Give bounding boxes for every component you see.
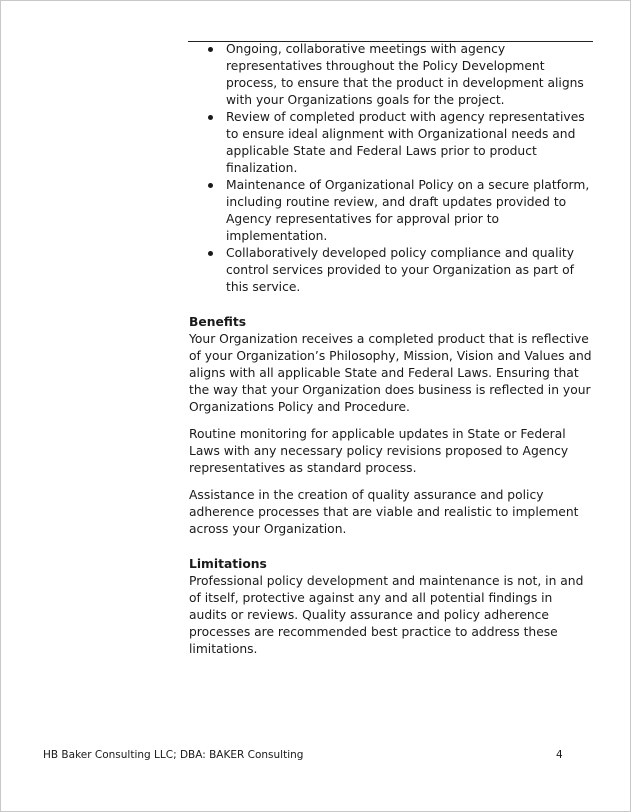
bullet-icon [208,251,213,256]
limitations-paragraph: Professional policy development and maintenance is not, in and of itself, protective against any and all potential findings in audits or reviews. Quality assurance and policy adherence processes are recommended best practice to address these limitations. [189,574,584,656]
footer-company: HB Baker Consulting LLC; DBA: BAKER Consulting [43,749,304,761]
bullet-icon [208,183,213,188]
service-bullet-list [189,41,594,296]
bullet-icon [208,47,213,52]
footer-page-number: 4 [556,749,563,761]
page-content [189,41,594,668]
bullet-icon [208,115,213,120]
list-item [189,177,594,245]
bullet-text: Review of completed product with agency representatives to ensure ideal alignment with Organizational needs and applicable State and Federal Laws prior to product finalization. [226,110,585,175]
list-item [189,109,594,177]
benefits-paragraph: Assistance in the creation of quality assurance and policy adherence processes that are viable and realistic to implement across your Organization. [189,488,579,536]
bullet-text: Maintenance of Organizational Policy on a secure platform, including routine review, and draft updates provided to Agency representatives for approval prior to implementation. [226,178,590,243]
list-item [189,245,594,296]
benefits-paragraph: Your Organization receives a completed product that is reflective of your Organization’s Philosophy, Mission, Vision and Values and aligns with all applicable State and Federal Laws. Ensuring that the way that your Organization does business is reflected in your Organizations Policy and Procedure. [189,332,592,414]
benefits-heading: Benefits [189,315,247,329]
bullet-text: Collaboratively developed policy compliance and quality control services provided to your Organization as part of this service. [226,246,575,294]
limitations-heading: Limitations [189,557,267,571]
bullet-text: Ongoing, collaborative meetings with agency representatives throughout the Policy Development process, to ensure that the product in development aligns with your Organizations goals for the project. [226,42,584,107]
benefits-paragraph: Routine monitoring for applicable updates in State or Federal Laws with any necessary policy revisions proposed to Agency representatives as standard process. [189,427,569,475]
list-item [189,41,594,109]
